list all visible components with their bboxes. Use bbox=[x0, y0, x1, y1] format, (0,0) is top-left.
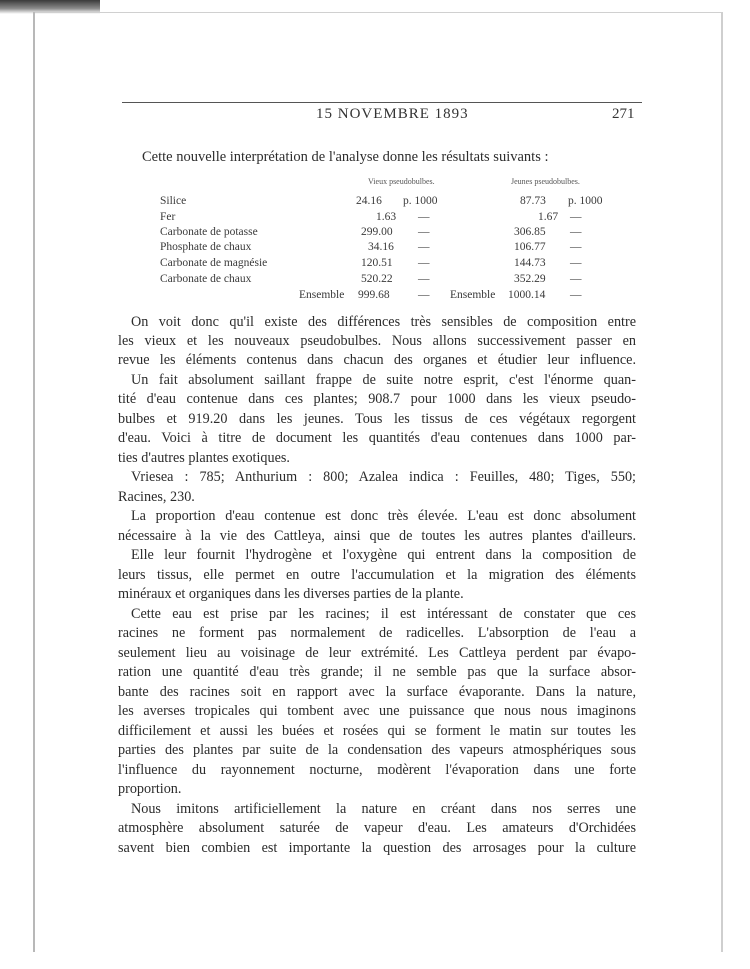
old-unit: — bbox=[418, 289, 430, 301]
table-intro: Cette nouvelle interprétation de l'analyse donne les résultats suivants : bbox=[142, 149, 549, 165]
old-value: 120.51 bbox=[361, 257, 393, 269]
text-line: les vieux et les nouveaux pseudobulbes. Nous allons successivement passer en bbox=[118, 333, 636, 349]
text-line: Un fait absolument saillant frappe de suite notre esprit, c'est l'énorme quan- bbox=[131, 372, 636, 388]
total-label-young: Ensemble bbox=[450, 289, 496, 301]
old-value: 34.16 bbox=[368, 241, 394, 253]
row-label: Phosphate de chaux bbox=[160, 241, 252, 253]
text-line: d'eau. Voici à titre de document les quantités d'eau contenues dans 1000 par- bbox=[118, 430, 636, 446]
row-label: Carbonate de chaux bbox=[160, 273, 252, 285]
young-unit: — bbox=[570, 257, 582, 269]
text-line: nécessaire à la vie des Cattleya, ainsi que de toutes les autres plantes d'ailleurs. bbox=[118, 528, 636, 544]
col-header-old: Vieux pseudobulbes. bbox=[368, 177, 435, 186]
text-line: leurs tissus, elle permet en outre l'accumulation et la migration des éléments bbox=[118, 567, 636, 583]
page-edge-top bbox=[33, 12, 723, 13]
page-edge-right bbox=[721, 12, 723, 952]
old-total: 999.68 bbox=[358, 289, 390, 301]
text-line: racines ne forment pas normalement de radicelles. L'absorption de l'eau a bbox=[118, 625, 636, 641]
old-value: 299.00 bbox=[361, 226, 393, 238]
old-value: 1.63 bbox=[376, 211, 397, 223]
header-rule bbox=[122, 102, 642, 103]
page-edge-left bbox=[33, 12, 35, 952]
text-line: proportion. bbox=[118, 781, 182, 797]
young-unit: — bbox=[570, 241, 582, 253]
text-line: Vriesea : 785; Anthurium : 800; Azalea indica : Feuilles, 480; Tiges, 550; bbox=[131, 469, 636, 485]
young-value: 144.73 bbox=[514, 257, 546, 269]
young-value: 87.73 bbox=[520, 195, 546, 207]
total-label: Ensemble bbox=[299, 289, 345, 301]
young-value: 1.67 bbox=[538, 211, 559, 223]
row-label: Silice bbox=[160, 195, 187, 207]
old-unit: p. 1000 bbox=[403, 195, 438, 207]
running-title: 15 NOVEMBRE 1893 bbox=[316, 106, 469, 122]
text-line: atmosphère absolument saturée de vapeur d'eau. Les amateurs d'Orchidées bbox=[118, 820, 636, 836]
text-line: ties d'autres plantes exotiques. bbox=[118, 450, 290, 466]
young-value: 306.85 bbox=[514, 226, 546, 238]
text-line: savent bien combien est importante la question des arrosages pour la culture bbox=[118, 840, 636, 856]
young-value: 106.77 bbox=[514, 241, 546, 253]
text-line: Cette eau est prise par les racines; il est intéressant de constater que ces bbox=[131, 606, 636, 622]
text-line: tité d'eau contenue dans ces plantes; 908.7 pour 1000 dans les vieux pseudo- bbox=[118, 391, 636, 407]
col-header-young: Jeunes pseudobulbes. bbox=[511, 177, 580, 186]
text-line: La proportion d'eau contenue est donc très élevée. L'eau est donc absolument bbox=[131, 508, 636, 524]
old-unit: — bbox=[418, 241, 430, 253]
old-unit: — bbox=[418, 273, 430, 285]
old-value: 24.16 bbox=[356, 195, 382, 207]
text-line: minéraux et organiques dans les diverses parties de la plante. bbox=[118, 586, 464, 602]
text-line: Racines, 230. bbox=[118, 489, 195, 505]
old-unit: — bbox=[418, 257, 430, 269]
young-value: 352.29 bbox=[514, 273, 546, 285]
young-unit: — bbox=[570, 273, 582, 285]
text-line: On voit donc qu'il existe des différences très sensibles de composition entre bbox=[131, 314, 636, 330]
young-total: 1000.14 bbox=[508, 289, 546, 301]
page-number: 271 bbox=[612, 106, 635, 122]
old-unit: — bbox=[418, 226, 430, 238]
text-line: bulbes et 919.20 dans les jeunes. Tous les tissus de ces végétaux regorgent bbox=[118, 411, 636, 427]
text-line: parties des plantes par suite de la condensation des vapeurs atmosphériques sous bbox=[118, 742, 636, 758]
old-unit: — bbox=[418, 211, 430, 223]
young-unit: p. 1000 bbox=[568, 195, 603, 207]
text-line: bante des racines soit en rapport avec la surface évaporante. Dans la nature, bbox=[118, 684, 636, 700]
text-line: Nous imitons artificiellement la nature en créant dans nos serres une bbox=[131, 801, 636, 817]
row-label: Fer bbox=[160, 211, 176, 223]
row-label: Carbonate de magnésie bbox=[160, 257, 268, 269]
old-value: 520.22 bbox=[361, 273, 393, 285]
row-label: Carbonate de potasse bbox=[160, 226, 258, 238]
text-line: Elle leur fournit l'hydrogène et l'oxygène qui entrent dans la composition de bbox=[131, 547, 636, 563]
young-unit: — bbox=[570, 211, 582, 223]
text-line: seulement lieu au voisinage de leur extrémité. Les Cattleya perdent par évapo- bbox=[118, 645, 636, 661]
text-line: ration une quantité d'eau très grande; il ne semble pas que la surface absor- bbox=[118, 664, 636, 680]
young-unit: — bbox=[570, 289, 582, 301]
text-line: les averses tropicales qui tombent avec une puissance que nous nous imaginons bbox=[118, 703, 636, 719]
text-line: revue les éléments contenus dans chacun des organes et étudier leur influence. bbox=[118, 352, 636, 368]
young-unit: — bbox=[570, 226, 582, 238]
text-line: difficilement et aussi les buées et rosées qui se forment le matin sur toutes les bbox=[118, 723, 636, 739]
text-line: l'influence du rayonnement nocturne, modèrent l'évaporation dans une forte bbox=[118, 762, 636, 778]
